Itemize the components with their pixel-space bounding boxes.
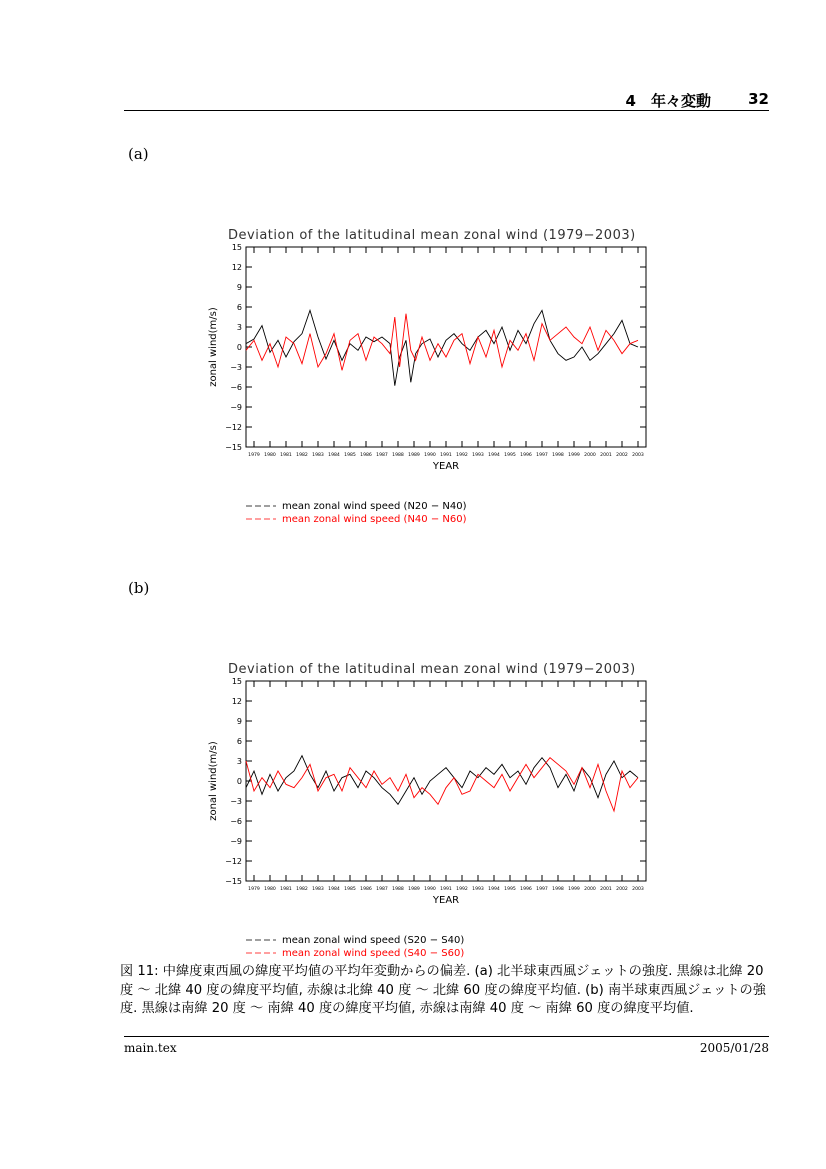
y-tick-label: 0 — [236, 777, 242, 786]
x-axis-label: YEAR — [432, 461, 460, 472]
chart-title: Deviation of the latitudinal mean zonal wind (1979−2003) — [228, 662, 636, 677]
series-line-1 — [246, 310, 638, 385]
x-tick-label: 2000 — [584, 887, 596, 892]
x-tick-label: 2003 — [632, 887, 644, 892]
section-title: 4 年々変動 — [625, 92, 711, 110]
chart-b — [196, 656, 676, 966]
x-tick-label: 1993 — [472, 453, 484, 458]
x-tick-label: 1979 — [248, 453, 260, 458]
x-tick-label: 1991 — [440, 453, 452, 458]
y-tick-label: −15 — [225, 443, 242, 452]
x-tick-label: 1991 — [440, 887, 452, 892]
x-tick-label: 1999 — [568, 887, 580, 892]
x-tick-label: 2002 — [616, 887, 628, 892]
x-tick-label: 1995 — [504, 887, 516, 892]
x-tick-label: 1989 — [408, 453, 420, 458]
y-tick-label: 3 — [236, 757, 242, 766]
x-tick-label: 1992 — [456, 887, 468, 892]
x-tick-label: 2001 — [600, 887, 612, 892]
y-tick-label: −15 — [225, 877, 242, 886]
x-tick-label: 1995 — [504, 453, 516, 458]
x-tick-label: 1992 — [456, 453, 468, 458]
y-tick-label: −6 — [230, 383, 242, 392]
page-footer — [124, 1036, 769, 1055]
x-tick-label: 1986 — [360, 453, 372, 458]
x-tick-label: 1988 — [392, 887, 404, 892]
y-tick-label: 6 — [236, 737, 242, 746]
x-tick-label: 1989 — [408, 887, 420, 892]
legend-entry: mean zonal wind speed (N40 − N60) — [282, 514, 467, 525]
y-axis-label: zonal wind(m/s) — [208, 741, 219, 821]
y-tick-label: −6 — [230, 817, 242, 826]
x-tick-label: 2001 — [600, 453, 612, 458]
x-tick-label: 1983 — [312, 453, 324, 458]
x-axis-label: YEAR — [432, 895, 460, 906]
x-tick-label: 2000 — [584, 453, 596, 458]
x-tick-label: 1993 — [472, 887, 484, 892]
series-line-2 — [246, 314, 638, 371]
x-tick-label: 1982 — [296, 887, 308, 892]
x-tick-label: 1987 — [376, 887, 388, 892]
x-tick-label: 1997 — [536, 453, 548, 458]
chart-title: Deviation of the latitudinal mean zonal wind (1979−2003) — [228, 228, 636, 243]
x-tick-label: 1980 — [264, 453, 276, 458]
y-tick-label: 3 — [236, 323, 242, 332]
legend-entry: mean zonal wind speed (S20 − S40) — [282, 935, 465, 946]
x-tick-label: 1985 — [344, 887, 356, 892]
y-tick-label: −12 — [225, 857, 242, 866]
y-tick-label: 12 — [231, 263, 242, 272]
x-tick-label: 1979 — [248, 887, 260, 892]
panel-label-b: (b) — [128, 579, 150, 597]
x-tick-label: 1998 — [552, 453, 564, 458]
x-tick-label: 1981 — [280, 453, 292, 458]
x-tick-label: 1986 — [360, 887, 372, 892]
page-number: 32 — [748, 90, 769, 108]
y-tick-label: −3 — [230, 797, 242, 806]
x-tick-label: 1984 — [328, 887, 340, 892]
x-tick-label: 1998 — [552, 887, 564, 892]
y-tick-label: 6 — [236, 303, 242, 312]
x-tick-label: 1996 — [520, 453, 532, 458]
x-tick-label: 1999 — [568, 453, 580, 458]
plot-frame — [246, 681, 646, 881]
legend-entry: mean zonal wind speed (N20 − N40) — [282, 501, 467, 512]
legend-entry: mean zonal wind speed (S40 − S60) — [282, 948, 465, 959]
x-tick-label: 1994 — [488, 453, 500, 458]
y-tick-label: −3 — [230, 363, 242, 372]
x-tick-label: 1982 — [296, 453, 308, 458]
x-tick-label: 2002 — [616, 453, 628, 458]
figure-caption: 図 11: 中緯度東西風の緯度平均値の平均年変動からの偏差. (a) 北半球東西風ジェットの強度. 黒線は北緯 20 度 〜 北緯 40 度の緯度平均値, 赤線は北緯 40 度 〜 北緯 60 度の緯度平均値. (b) 南半球東西風ジェットの強度. 黒線は南緯 20 度 〜 南緯 40 度の緯度平均値, 赤線は南緯 40 度 〜 南緯 60 度の緯度平均値. — [120, 964, 766, 1016]
y-tick-label: 9 — [236, 283, 242, 292]
y-tick-label: 0 — [236, 343, 242, 352]
y-tick-label: 15 — [231, 677, 242, 686]
series-line-2 — [246, 758, 638, 811]
running-header — [124, 88, 769, 111]
x-tick-label: 1981 — [280, 887, 292, 892]
x-tick-label: 1990 — [424, 453, 436, 458]
y-tick-label: −9 — [230, 403, 242, 412]
y-tick-label: 15 — [231, 243, 242, 252]
x-tick-label: 1985 — [344, 453, 356, 458]
y-axis-label: zonal wind(m/s) — [208, 307, 219, 387]
x-tick-label: 1997 — [536, 887, 548, 892]
x-tick-label: 1983 — [312, 887, 324, 892]
x-tick-label: 1980 — [264, 887, 276, 892]
y-tick-label: 9 — [236, 717, 242, 726]
footer-file: main.tex — [124, 1041, 177, 1055]
x-tick-label: 1994 — [488, 887, 500, 892]
footer-date: 2005/01/28 — [699, 1041, 769, 1055]
y-tick-label: 12 — [231, 697, 242, 706]
x-tick-label: 1984 — [328, 453, 340, 458]
x-tick-label: 1987 — [376, 453, 388, 458]
chart-a — [196, 222, 676, 532]
x-tick-label: 1990 — [424, 887, 436, 892]
x-tick-label: 1988 — [392, 453, 404, 458]
x-tick-label: 1996 — [520, 887, 532, 892]
x-tick-label: 2003 — [632, 453, 644, 458]
panel-label-a: (a) — [128, 145, 149, 163]
y-tick-label: −12 — [225, 423, 242, 432]
y-tick-label: −9 — [230, 837, 242, 846]
